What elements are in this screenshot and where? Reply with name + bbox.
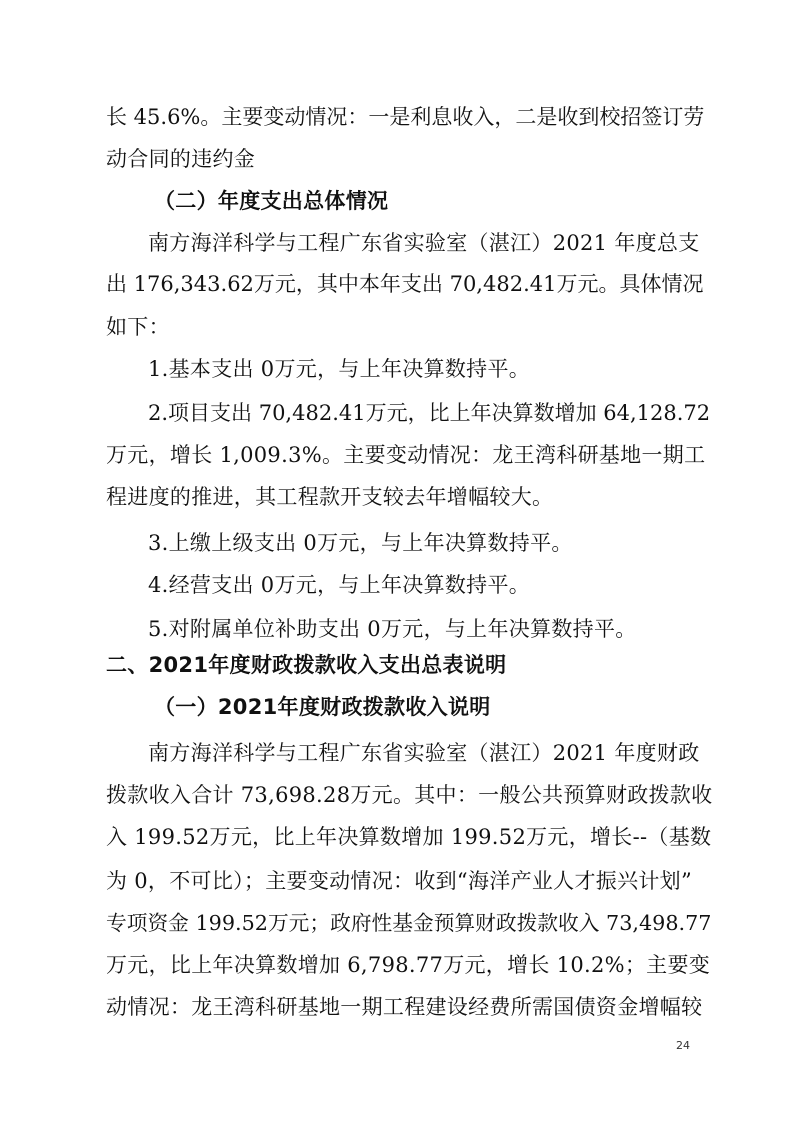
- paragraph-line: 长 45.6%。主要变动情况：一是利息收入，二是收到校招签订劳: [106, 105, 705, 129]
- paragraph-line: 出 176,343.62万元，其中本年支出 70,482.41万元。具体情况: [106, 272, 704, 296]
- paragraph-line: 为 0，不可比）；主要变动情况：收到“海洋产业人才振兴计划”: [106, 869, 693, 893]
- paragraph-line: 入 199.52万元，比上年决算数增加 199.52万元，增长--（基数: [106, 825, 712, 849]
- paragraph-line: 如下：: [106, 315, 170, 339]
- list-item: 3.上缴上级支出 0万元，与上年决算数持平。: [148, 531, 573, 555]
- paragraph-line: 万元，比上年决算数增加 6,798.77万元，增长 10.2%；主要变: [106, 953, 711, 977]
- paragraph-line: 程进度的推进，其工程款开支较去年增幅较大。: [106, 485, 554, 509]
- paragraph-line: 专项资金 199.52万元；政府性基金预算财政拨款收入 73,498.77: [106, 911, 712, 935]
- list-item: 1.基本支出 0万元，与上年决算数持平。: [148, 357, 531, 381]
- paragraph-line: 动情况：龙王湾科研基地一期工程建设经费所需国债资金增幅较: [106, 995, 703, 1019]
- paragraph-line: 拨款收入合计 73,698.28万元。其中：一般公共预算财政拨款收: [106, 783, 713, 807]
- section-heading: 二、2021年度财政拨款收入支出总表说明: [106, 653, 507, 677]
- list-item: 2.项目支出 70,482.41万元，比上年决算数增加 64,128.72: [148, 401, 711, 425]
- section-heading: （一）2021年度财政拨款收入说明: [154, 695, 491, 719]
- list-item: 5.对附属单位补助支出 0万元，与上年决算数持平。: [148, 617, 637, 641]
- page-number: 24: [676, 1039, 690, 1052]
- list-item: 4.经营支出 0万元，与上年决算数持平。: [148, 573, 531, 597]
- paragraph-line: 南方海洋科学与工程广东省实验室（湛江）2021 年度总支: [148, 231, 700, 255]
- paragraph-line: 动合同的违约金: [106, 147, 256, 171]
- paragraph-line: 南方海洋科学与工程广东省实验室（湛江）2021 年度财政: [148, 741, 700, 765]
- paragraph-line: 万元，增长 1,009.3%。主要变动情况：龙王湾科研基地一期工: [106, 443, 706, 467]
- section-heading: （二）年度支出总体情况: [154, 189, 389, 213]
